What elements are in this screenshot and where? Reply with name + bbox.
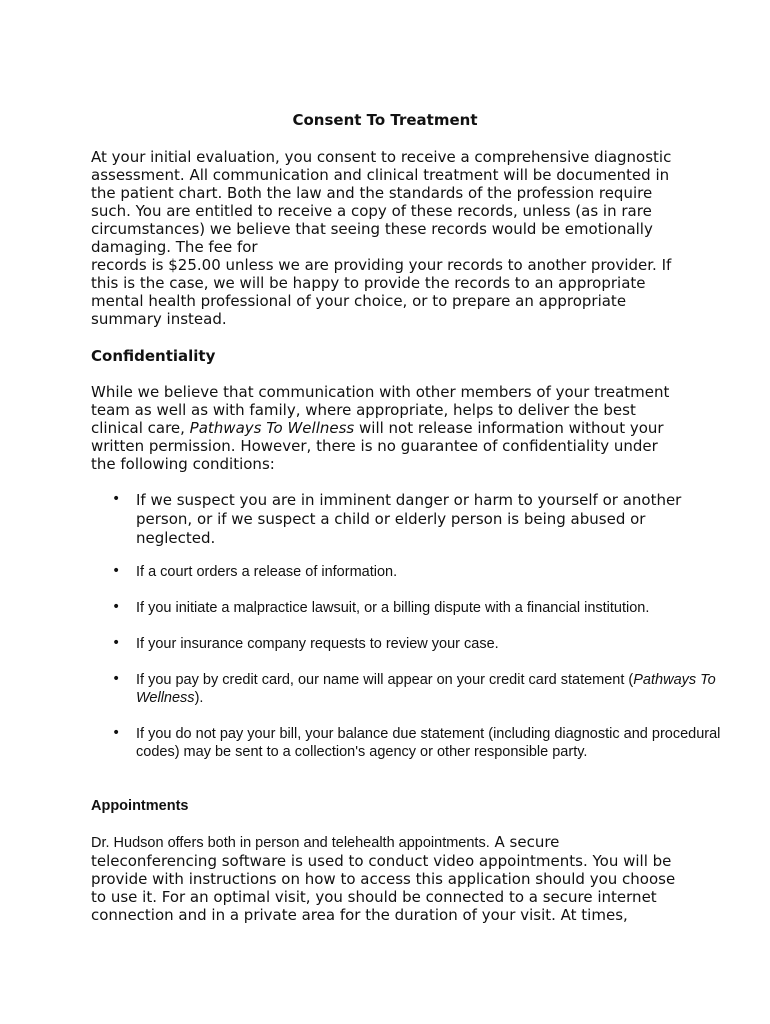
condition-text: If your insurance company requests to review your case. [136,636,499,652]
condition-text: If you initiate a malpractice lawsuit, or a billing dispute with a financial institution. [136,600,650,616]
credit-card-text-after: ). [194,690,204,706]
confidentiality-text-before: While we believe that communication with other members of your treatment team as well as with family, where appropriate, helps to deliver the best clinical care, [91,383,670,437]
appointments-paragraph [91,833,686,924]
intro-text-part-2: records is $25.00 unless we are providing your records to another provider. If this is the case, we will be happy to provide the records to an appropriate mental health professional of your choice, or to prepare an appropriate summary instead. [91,256,672,328]
bullet-icon: • [112,671,121,687]
intro-text-part-1: At your initial evaluation, you consent to receive a comprehensive diagnostic assessment. All communication and clinical treatment will be documented in the patient chart. Both the law and the standards of the profession require such. You are entitled to receive a copy of these records, unless (as in rare circumstances) we believe that seeing these records would be emotionally damaging. The fee for [91,148,672,256]
intro-paragraph [91,148,686,328]
confidentiality-heading: Confidentiality [91,347,216,365]
condition-item [91,563,726,581]
bullet-icon: • [112,563,121,579]
practice-name: Pathways To Wellness [136,672,716,706]
appointments-rest: A secure teleconferencing software is used to conduct video appointments. You will be provide with instructions on how to access this application should you choose to use it. For an optimal visit, you should be connected to a secure internet connection and in a private area for the duration of your visit. At times, [91,833,676,924]
condition-item [91,599,736,617]
practice-name: Pathways To Wellness [189,419,355,437]
condition-item [91,725,736,761]
condition-text: If a court orders a release of information. [136,564,398,580]
credit-card-text-before: If you pay by credit card, our name will appear on your credit card statement ( [136,672,634,688]
bullet-icon: • [112,491,121,507]
condition-item [91,671,726,707]
bullet-icon: • [112,725,121,741]
appointments-first-sentence: Dr. Hudson offers both in person and telehealth appointments. [91,835,490,851]
condition-text [136,672,716,706]
condition-item [91,491,696,548]
bullet-icon: • [112,635,121,651]
document-title: Consent To Treatment [292,111,478,129]
bullet-icon: • [112,599,121,615]
appointments-heading: Appointments [91,798,189,814]
condition-text: If you do not pay your bill, your balance due statement (including diagnostic and procedural codes) may be sent to a collection's agency or other responsible party. [136,726,721,760]
condition-item [91,635,726,653]
confidentiality-paragraph [91,383,686,473]
confidentiality-text-after: will not release information without your written permission. However, there is no guarantee of confidentiality under the following conditions: [91,419,664,473]
condition-text: If we suspect you are in imminent danger or harm to yourself or another person, or if we suspect a child or elderly person is being abused or neglected. [136,491,682,547]
